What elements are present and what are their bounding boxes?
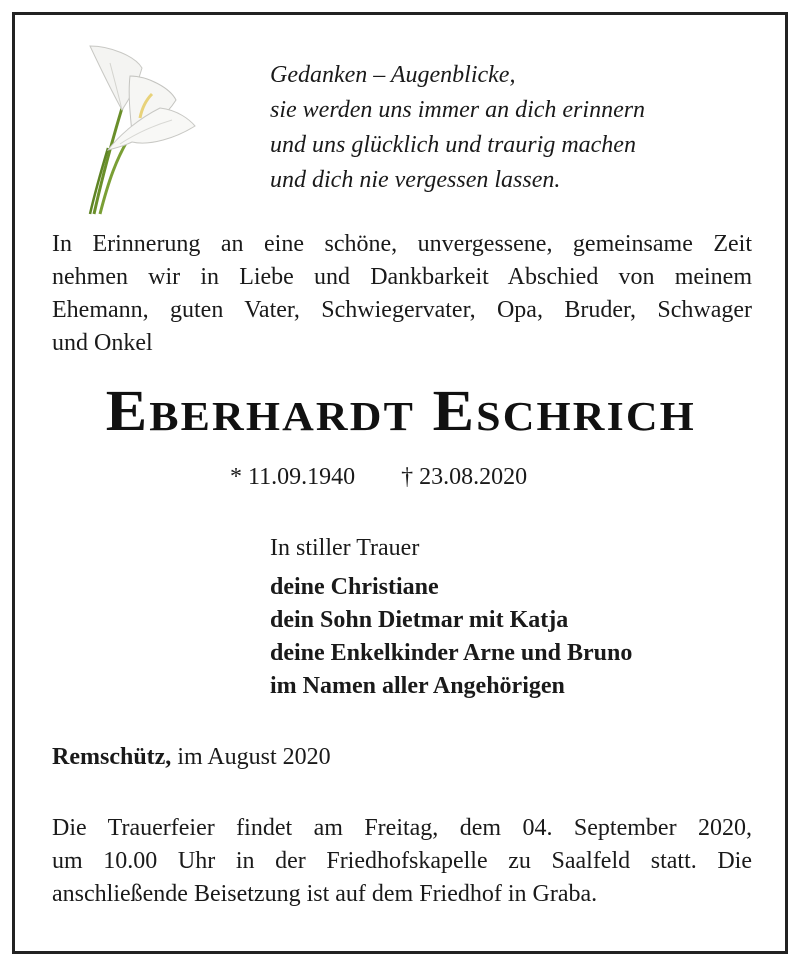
life-dates	[230, 462, 527, 492]
poem-line: sie werden uns immer an dich erinnern	[270, 97, 646, 123]
mourners	[270, 532, 632, 703]
funeral-line: anschließende Beisetzung ist auf dem Friedhof in Graba.	[52, 881, 598, 907]
poem	[270, 58, 645, 198]
deceased-name: Eberhardt Eschrich	[105, 378, 697, 443]
birth-date: * 11.09.1940	[230, 464, 356, 490]
poem-line: und dich nie vergessen lassen.	[270, 167, 561, 193]
funeral-line: um 10.00 Uhr in der Friedhofskapelle zu Saalfeld statt. Die	[52, 848, 752, 874]
poem-line: und uns glücklich und traurig machen	[270, 132, 636, 158]
mourner-name: dein Sohn Dietmar mit Katja	[270, 607, 569, 633]
intro-line: und Onkel	[52, 330, 153, 356]
funeral-info	[52, 812, 752, 911]
mourners-heading: In stiller Trauer	[270, 535, 420, 561]
intro-line: In Erinnerung an eine schöne, unvergessene, gemeinsame Zeit	[52, 231, 752, 257]
intro-text	[52, 228, 752, 360]
mourner-name: deine Enkelkinder Arne und Bruno	[270, 640, 633, 666]
place-month: im August 2020	[177, 744, 331, 770]
intro-line: nehmen wir in Liebe und Dankbarkeit Abschied von meinem	[52, 264, 752, 290]
death-date: † 23.08.2020	[401, 464, 528, 490]
place-town: Remschütz,	[52, 744, 172, 770]
place-date	[52, 742, 331, 772]
poem-line: Gedanken – Augenblicke,	[270, 62, 516, 88]
mourner-name: deine Christiane	[270, 574, 439, 600]
mourner-name: im Namen aller Angehörigen	[270, 673, 565, 699]
calla-lily-icon	[80, 38, 205, 216]
funeral-line: Die Trauerfeier findet am Freitag, dem 04. September 2020,	[52, 815, 752, 841]
intro-line: Ehemann, guten Vater, Schwiegervater, Opa, Bruder, Schwager	[52, 297, 752, 323]
